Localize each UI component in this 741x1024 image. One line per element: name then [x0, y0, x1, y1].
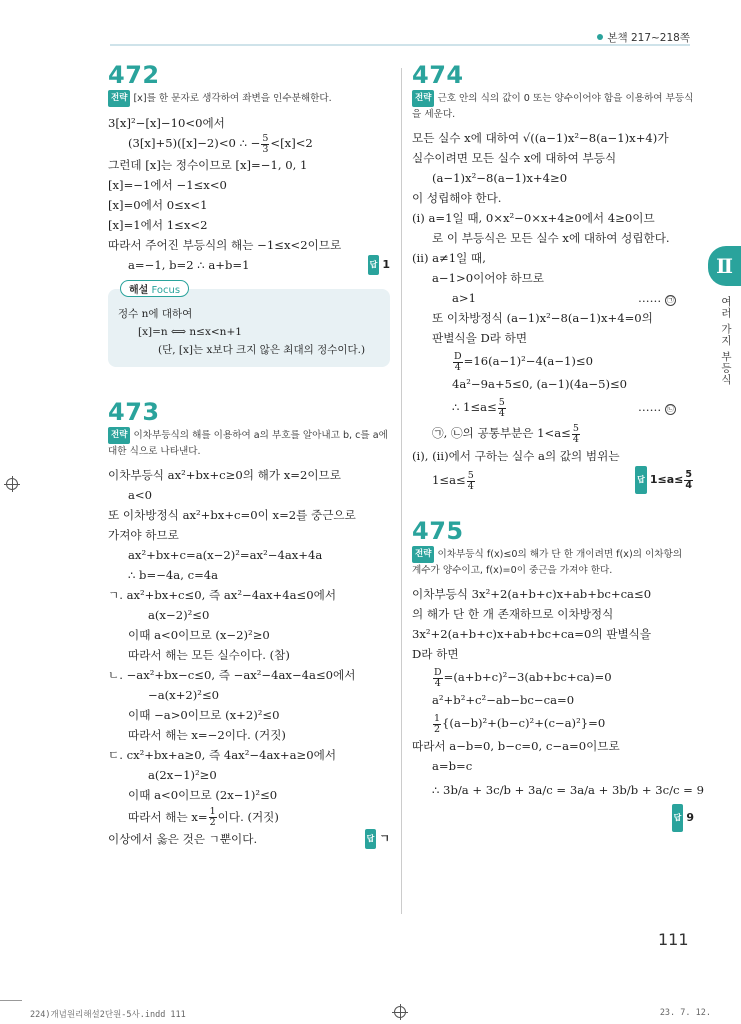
denominator: 3 — [262, 143, 269, 155]
denominator: 4 — [498, 407, 505, 419]
solution-line: 따라서 해는 모든 실수이다. (참) — [128, 647, 290, 662]
math-text: ∴ 3b/a + 3c/b + 3a/c = 3a/a + 3b/b + 3c/c = 9 — [432, 783, 704, 797]
solution-line — [412, 466, 694, 494]
solution-line: [x]=−1에서 −1≤x<0 — [108, 177, 227, 192]
numerator: D — [454, 350, 462, 362]
answer-mark-icon: 답 — [635, 466, 647, 494]
solution-line — [108, 805, 390, 829]
answer — [672, 804, 694, 832]
solution-line: 그런데 [x]는 정수이므로 [x]=−1, 0, 1 — [108, 157, 308, 172]
ellipsis: …… — [638, 400, 662, 414]
math-text: 따라서 해는 x= — [128, 809, 208, 824]
solution-line: 이 성립해야 한다. — [412, 191, 502, 205]
solution-line: a−1>0이어야 하므로 — [432, 271, 544, 285]
math-text: ㉠, ㉡의 공통부분은 1<a≤ — [432, 426, 571, 440]
strategy-473 — [108, 427, 390, 459]
solution-line — [108, 829, 390, 849]
solution-line — [412, 776, 704, 824]
solution-line: 실수이려면 모든 실수 x에 대하여 부등식 — [412, 151, 617, 165]
numerator: 1 — [209, 806, 216, 817]
solution-line: D라 하면 — [412, 647, 459, 661]
answer-mark-icon: 답 — [672, 804, 684, 832]
fraction — [467, 471, 475, 492]
answer-mark-icon: 답 — [368, 255, 380, 275]
circle-marker-icon: ㉡ — [666, 405, 674, 413]
solution-line — [412, 710, 694, 736]
solution-line: ㄴ. −ax²+bx−c≤0, 즉 −ax²−4ax−4a≤0에서 — [108, 667, 356, 682]
solution-line: 모든 실수 x에 대하여 √((a−1)x²−8(a−1)x+4)가 — [412, 131, 669, 145]
math-text: a>1 — [452, 291, 477, 305]
answer-mark-icon: 답 — [365, 829, 377, 849]
solution-line: [x]=0에서 0≤x<1 — [108, 197, 208, 212]
denominator: 4 — [572, 433, 579, 445]
solution-line: 따라서 주어진 부등식의 해는 −1≤x<2이므로 — [108, 237, 342, 252]
solution-line: −a(x+2)²≤0 — [148, 687, 220, 702]
solution-line: (ⅰ) a=1일 때, 0×x²−0×x+4≥0에서 4≥0이므 — [412, 211, 655, 225]
solution-line: ∴ b=−4a, c=4a — [128, 567, 219, 582]
solution-line: [x]=1에서 1≤x<2 — [108, 217, 208, 232]
strategy-text: 이차부등식의 해를 이용하여 a의 부호를 알아내고 b, c를 a에 대한 식으로 나타낸다. — [108, 429, 388, 457]
header-bar — [110, 30, 690, 46]
spacer — [412, 494, 694, 516]
solution-line: 또 이차방정식 (a−1)x²−8(a−1)x+4=0의 — [432, 311, 653, 325]
solution-line: a=b=c — [432, 759, 473, 773]
page-number: 111 — [658, 930, 689, 949]
numerator: 5 — [685, 468, 692, 480]
strategy-tag: 전략 — [412, 546, 434, 563]
solution-line: 이차부등식 3x²+2(a+b+c)x+ab+bc+ca≤0 — [412, 587, 652, 601]
solution-line — [412, 420, 694, 446]
footer-left: 224)개념원리해설2단원-5사.indd 111 — [30, 1010, 186, 1020]
answer-value: 9 — [686, 811, 694, 824]
focus-title-b: Focus — [151, 284, 181, 296]
solution-line: 판별식을 D라 하면 — [432, 331, 528, 345]
solution-line: 가져야 하므로 — [108, 527, 179, 542]
math-text: ∴ 1≤a≤ — [452, 400, 497, 414]
denominator: 4 — [685, 479, 692, 491]
solution-line: 의 해가 단 한 개 존재하므로 이차방정식 — [412, 607, 614, 621]
denominator: 2 — [209, 817, 216, 828]
solution-line: 3x²+2(a+b+c)x+ab+bc+ca=0의 판별식을 — [412, 627, 652, 641]
solution-line: 이때 a<0이므로 (2x−1)²≤0 — [128, 787, 278, 802]
focus-line: 정수 n에 대하여 — [118, 307, 193, 320]
solution-line: 3[x]²−[x]−10<0에서 — [108, 116, 225, 130]
strategy-475 — [412, 546, 694, 578]
solution-line — [412, 664, 694, 690]
math-text: (3[x]+5)([x]−2)<0 ∴ − — [128, 136, 261, 150]
spacer — [108, 377, 390, 397]
column-divider — [401, 68, 402, 914]
denominator: 4 — [467, 480, 474, 492]
problem-number: 474 — [412, 61, 464, 89]
denominator: 4 — [454, 361, 461, 373]
answer — [365, 829, 390, 849]
left-column — [108, 60, 390, 849]
math-text: 이상에서 옳은 것은 ㄱ뿐이다. — [108, 831, 258, 846]
solution-line: 이때 a<0이므로 (x−2)²≥0 — [128, 627, 270, 642]
numerator: 5 — [572, 422, 579, 434]
solution-line: 로 이 부등식은 모든 실수 x에 대하여 성립한다. — [432, 231, 670, 245]
registration-mark-icon — [6, 478, 18, 490]
solution-line — [108, 133, 390, 155]
answer-value: 1≤a≤ — [649, 473, 684, 486]
fraction — [209, 807, 217, 828]
denominator: 4 — [434, 677, 441, 689]
solution-line — [108, 255, 390, 275]
solution-line — [412, 288, 694, 308]
page-reference-text: 본책 217~218쪽 — [607, 32, 690, 44]
focus-box — [108, 284, 390, 367]
solution-line — [412, 348, 694, 374]
strategy-472 — [108, 90, 390, 107]
problem-number: 472 — [108, 61, 160, 89]
circle-marker-icon: ㉠ — [666, 296, 674, 304]
chapter-label: 여러 가지 부등식 — [720, 296, 732, 386]
numerator: 5 — [262, 132, 269, 144]
solution-line: ㄱ. ax²+bx+c≤0, 즉 ax²−4ax+4a≤0에서 — [108, 587, 337, 602]
ellipsis: …… — [638, 291, 662, 305]
solution-line — [412, 394, 694, 420]
math-text: {(a−b)²+(b−c)²+(c−a)²}=0 — [442, 716, 606, 730]
solution-line: a(x−2)²≤0 — [148, 607, 210, 622]
chapter-tab: Ⅱ — [708, 246, 741, 286]
strategy-474 — [412, 90, 694, 122]
numerator: 1 — [434, 712, 441, 724]
footer-right: 23. 7. 12. — [659, 1008, 711, 1018]
strategy-tag: 전략 — [108, 90, 130, 107]
fraction — [261, 134, 269, 155]
right-column — [412, 60, 704, 832]
numerator: 5 — [498, 396, 505, 408]
math-text: 이다. (거짓) — [217, 809, 279, 824]
fraction — [498, 398, 506, 419]
solution-line: a²+b²+c²−ab−bc−ca=0 — [432, 693, 575, 707]
math-text: =(a+b+c)²−3(ab+bc+ca)=0 — [443, 670, 612, 684]
solution-line: (ⅰ), (ⅱ)에서 구하는 실수 a의 값의 범위는 — [412, 449, 620, 463]
solution-line: 따라서 해는 x=−2이다. (거짓) — [128, 727, 286, 742]
math-text: <[x]<2 — [270, 136, 313, 150]
marker-group — [638, 288, 676, 308]
footer — [0, 1000, 741, 1024]
solution-line: 4a²−9a+5≤0, (a−1)(4a−5)≤0 — [452, 377, 628, 391]
strategy-text: 근호 안의 식의 값이 0 또는 양수이어야 함을 이용하여 부등식을 세운다. — [412, 93, 694, 120]
solution-line: (ⅱ) a≠1일 때, — [412, 251, 486, 265]
solution-line: 또 이차방정식 ax²+bx+c=0이 x=2를 중근으로 — [108, 507, 356, 522]
fraction — [453, 352, 463, 373]
focus-line: (단, [x]는 x보다 크지 않은 최대의 정수이다.) — [158, 343, 366, 356]
solution-line: (a−1)x²−8(a−1)x+4≥0 — [432, 171, 568, 185]
answer-value: ㄱ — [379, 831, 390, 845]
solution-line: a(2x−1)²≥0 — [148, 767, 217, 782]
focus-line: [x]=n ⟺ n≤x<n+1 — [138, 325, 242, 338]
math-text: =16(a−1)²−4(a−1)≤0 — [463, 354, 594, 368]
solution-line: a<0 — [128, 487, 153, 502]
numerator: D — [434, 666, 442, 678]
problem-number: 475 — [412, 517, 464, 545]
strategy-text: [x]를 한 문자로 생각하여 좌변을 인수분해한다. — [133, 93, 332, 104]
numerator: 5 — [467, 469, 474, 481]
fraction — [433, 668, 443, 689]
marker-group — [638, 394, 676, 420]
solution-line: 이때 −a>0이므로 (x+2)²≤0 — [128, 707, 280, 722]
math-text: a=−1, b=2 ∴ a+b=1 — [128, 257, 250, 272]
strategy-tag: 전략 — [108, 427, 130, 444]
answer — [635, 466, 694, 494]
focus-title — [120, 280, 189, 297]
fraction — [684, 470, 693, 491]
solution-line: 이차부등식 ax²+bx+c≥0의 해가 x=2이므로 — [108, 467, 341, 482]
strategy-tag: 전략 — [412, 90, 434, 107]
footer-rule — [0, 1000, 22, 1001]
answer-value: 1 — [382, 257, 390, 271]
problem-number: 473 — [108, 397, 160, 426]
fraction — [433, 714, 441, 735]
math-text: 1≤a≤ — [432, 473, 466, 487]
bullet-icon — [597, 34, 603, 40]
denominator: 2 — [434, 723, 441, 735]
solution-line: ax²+bx+c=a(x−2)²=ax²−4ax+4a — [128, 547, 323, 562]
strategy-text: 이차부등식 f(x)≤0의 해가 단 한 개이려면 f(x)의 이차항의 계수가 양수이고, f(x)=0이 중근을 가져야 한다. — [412, 549, 683, 576]
fraction — [572, 424, 580, 445]
answer — [368, 255, 390, 275]
solution-line: ㄷ. cx²+bx+a≥0, 즉 4ax²−4ax+a≥0에서 — [108, 747, 337, 762]
page-reference — [597, 30, 690, 45]
focus-title-a: 해설 — [129, 284, 149, 296]
solution-line: 따라서 a−b=0, b−c=0, c−a=0이므로 — [412, 739, 620, 753]
